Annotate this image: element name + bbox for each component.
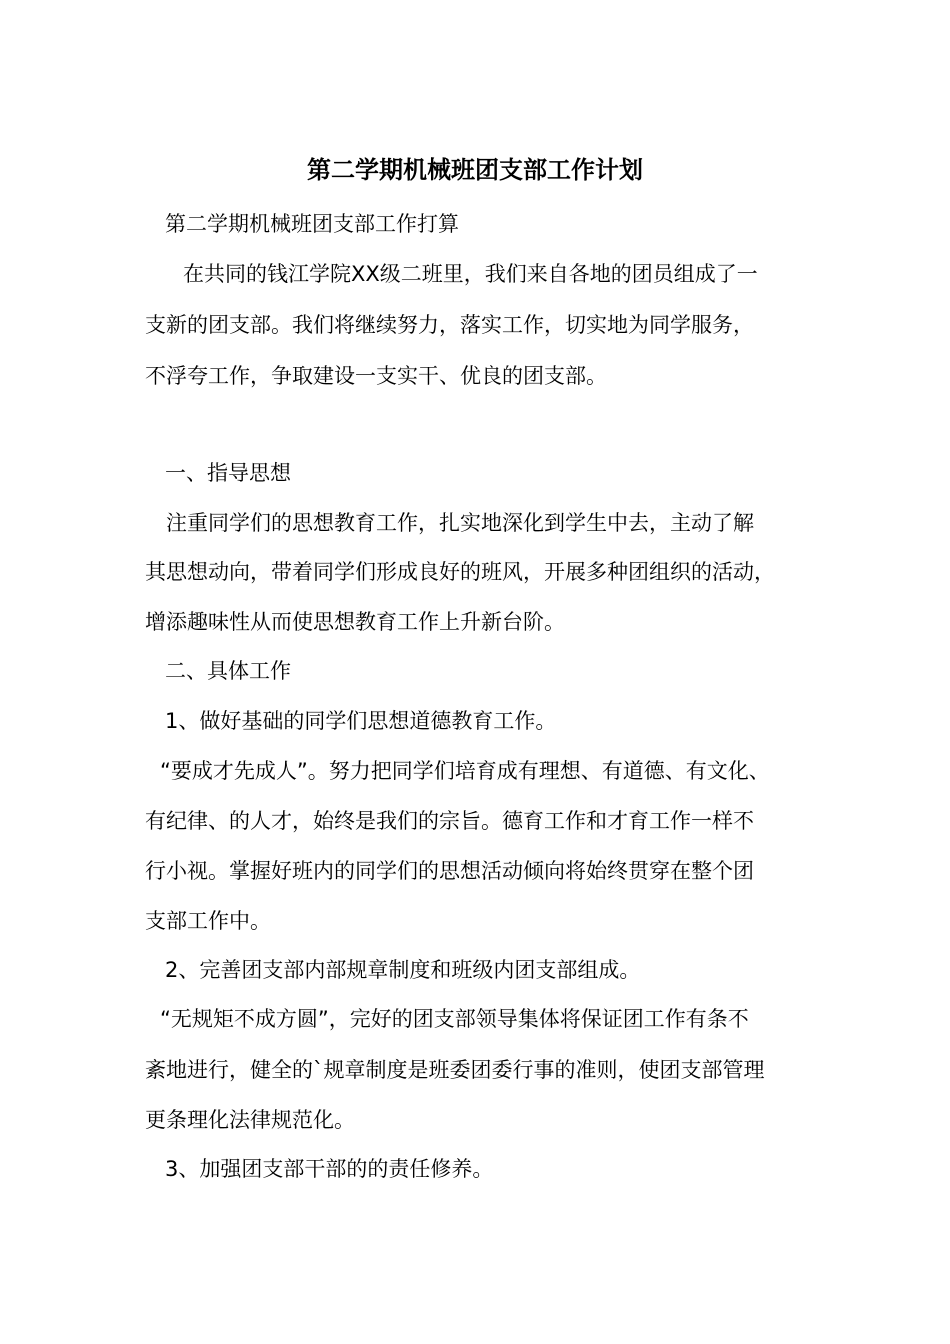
subsection-heading: 3、加强团支部干部的的责任修养。 xyxy=(165,1157,494,1181)
section-heading: 一、指导思想 xyxy=(165,461,291,485)
paragraph-line: 支新的团支部。我们将继续努力，落实工作，切实地为同学服务， xyxy=(145,313,754,337)
paragraph-line: 增添趣味性从而使思想教育工作上升新台阶。 xyxy=(145,610,565,634)
paragraph-line: 行小视。掌握好班内的同学们的思想活动倾向将始终贯穿在整个团 xyxy=(145,859,754,883)
paragraph-line: 支部工作中。 xyxy=(145,909,271,933)
subsection-heading: 1、做好基础的同学们思想道德教育工作。 xyxy=(165,709,557,733)
paragraph-line: 在共同的钱江学院XX级二班里，我们来自各地的团员组成了一 xyxy=(183,262,758,286)
section-heading: 二、具体工作 xyxy=(165,659,291,683)
paragraph-line: 注重同学们的思想教育工作，扎实地深化到学生中去，主动了解 xyxy=(166,511,754,535)
paragraph-line: 有纪律、的人才，始终是我们的宗旨。德育工作和才育工作一样不 xyxy=(145,809,754,833)
paragraph-line: 不浮夸工作，争取建设一支实干、优良的团支部。 xyxy=(145,364,607,388)
subsection-heading: 2、完善团支部内部规章制度和班级内团支部组成。 xyxy=(165,958,641,982)
paragraph-line: 第二学期机械班团支部工作打算 xyxy=(165,212,459,236)
paragraph-line: “无规矩不成方圆”，完好的团支部领导集体将保证团工作有条不 xyxy=(160,1007,749,1031)
paragraph-line: 更条理化法律规范化。 xyxy=(145,1108,355,1132)
paragraph-line: 紊地进行，健全的`规章制度是班委团委行事的准则，使团支部管理 xyxy=(145,1058,765,1082)
paragraph-line: 其思想动向，带着同学们形成良好的班风，开展多种团组织的活动， xyxy=(145,560,775,584)
paragraph-line: “要成才先成人”。努力把同学们培育成有理想、有道德、有文化、 xyxy=(160,759,770,783)
document-title: 第二学期机械班团支部工作计划 xyxy=(307,156,643,184)
